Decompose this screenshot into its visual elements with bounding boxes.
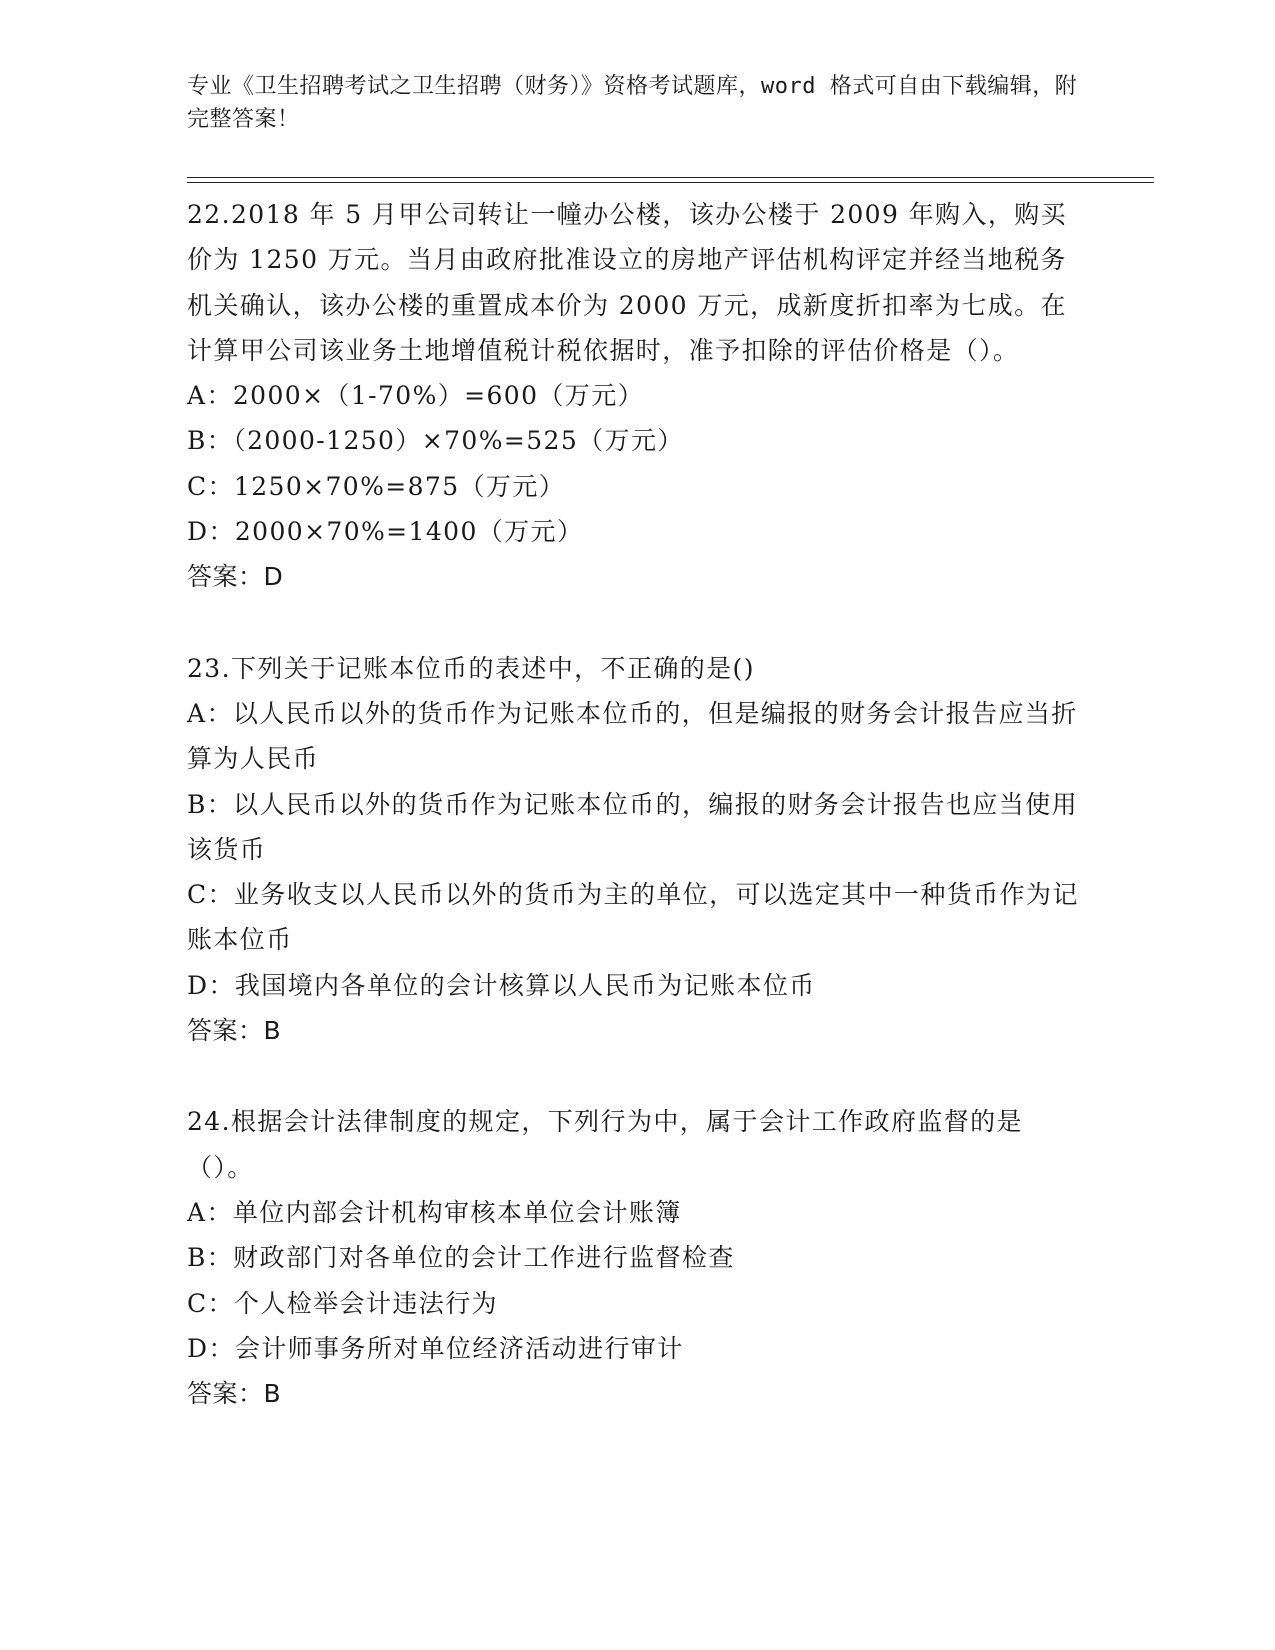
document-header (187, 70, 1087, 136)
question-stem: 23.下列关于记账本位币的表述中，不正确的是() (187, 653, 755, 683)
option-b: B：（2000-1250）×70%=525（万元） (187, 426, 684, 456)
header-text: 专业《卫生招聘考试之卫生招聘（财务）》资格考试题库，word 格式可自由下载编辑，附完整答案！ (187, 74, 1078, 132)
option-c: C：个人检举会计违法行为 (187, 1288, 498, 1318)
option-a: A：单位内部会计机构审核本单位会计账簿 (187, 1197, 682, 1227)
option-b: B：以人民币以外的货币作为记账本位币的，编报的财务会计报告也应当使用该货币 (187, 789, 1078, 864)
question-22 (187, 192, 1087, 600)
option-c: C：业务收支以人民币以外的货币为主的单位，可以选定其中一种货币作为记账本位币 (187, 880, 1079, 955)
option-c: C：1250×70%=875（万元） (187, 471, 566, 501)
question-23 (187, 646, 1087, 1054)
option-d: D：我国境内各单位的会计核算以人民币为记账本位币 (187, 970, 816, 1000)
question-stem: 22.2018 年 5 月甲公司转让一幢办公楼，该办公楼于 2009 年购入，购买价为 1250 万元。当月由政府批准设立的房地产评估机构评定并经当地税务机关确认，该办公楼的重置成本价为 2000 万元，成新度折扣率为七成。在计算甲公司该业务土地增值税计税依据时，准予扣除的评估价格是（）。 (187, 200, 1068, 365)
answer: 答案：B (187, 1379, 282, 1409)
question-24 (187, 1099, 1087, 1416)
option-b: B：财政部门对各单位的会计工作进行监督检查 (187, 1243, 735, 1273)
header-divider-top (187, 177, 1154, 178)
option-a: A：以人民币以外的货币作为记账本位币的，但是编报的财务会计报告应当折算为人民币 (187, 698, 1078, 774)
option-d: D：2000×70%=1400（万元） (187, 517, 584, 547)
option-d: D：会计师事务所对单位经济活动进行审计 (187, 1333, 684, 1363)
question-list (187, 192, 1087, 1462)
question-stem: 24.根据会计法律制度的规定，下列行为中，属于会计工作政府监督的是（）。 (187, 1107, 1023, 1182)
option-a: A：2000×（1-70%）=600（万元） (187, 381, 645, 411)
answer: 答案：D (187, 562, 284, 592)
answer: 答案：B (187, 1016, 282, 1046)
header-divider-bottom (187, 182, 1154, 183)
